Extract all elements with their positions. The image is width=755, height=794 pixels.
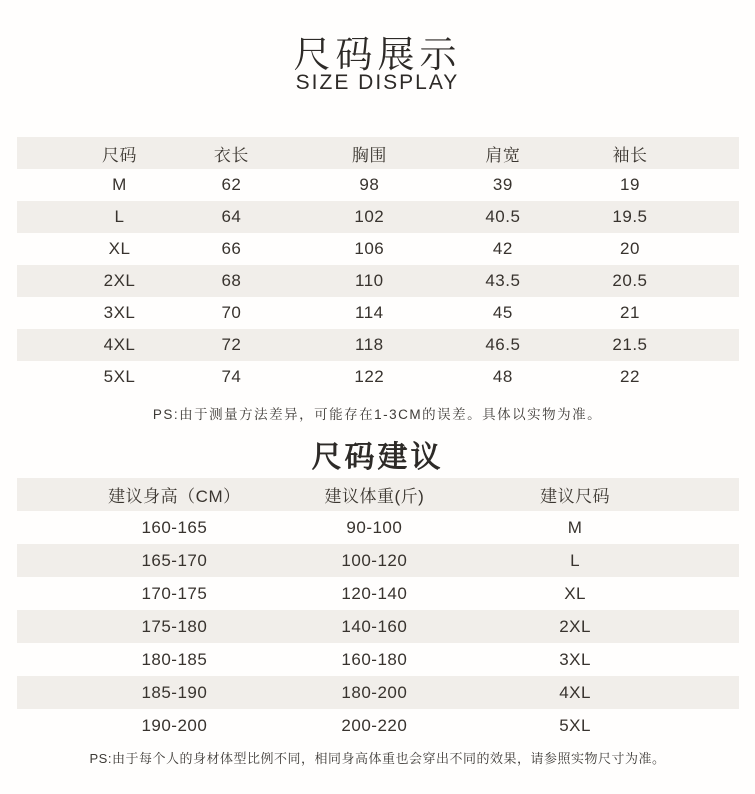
cell-suggested-size: M	[567, 517, 583, 537]
cell-shoulder: 43.5	[485, 271, 521, 290]
size-table-row-2xl	[17, 265, 739, 297]
cell-size: L	[114, 207, 125, 226]
measurement-disclaimer: PS:由于测量方法差异，可能存在1-3CM的误差。具体以实物为准。	[152, 407, 603, 422]
cell-size: M	[112, 175, 127, 194]
suggestion-table	[17, 478, 739, 742]
col-header-suggested-size: 建议尺码	[540, 487, 611, 506]
cell-sleeve: 20	[620, 239, 640, 258]
cell-size: 2XL	[103, 271, 136, 290]
cell-height-range: 165-170	[141, 550, 208, 570]
size-table	[17, 137, 739, 393]
col-header-length: 衣长	[213, 145, 249, 165]
cell-sleeve: 22	[620, 367, 640, 386]
section-title-size-suggestion: 尺码建议	[311, 441, 444, 474]
cell-weight-range: 90-100	[346, 517, 403, 537]
col-header-shoulder: 肩宽	[485, 145, 521, 165]
cell-shoulder: 42	[492, 239, 513, 258]
fit-disclaimer: PS:由于每个人的身材体型比例不同，相同身高体重也会穿出不同的效果，请参照实物尺寸为准。	[89, 751, 666, 766]
cell-length: 70	[221, 303, 242, 322]
cell-chest: 114	[355, 303, 384, 322]
suggestion-row-xl	[17, 577, 739, 610]
suggestion-row-m	[17, 511, 739, 544]
col-header-height-cm: 建议身高（CM）	[108, 487, 241, 506]
cell-weight-range: 140-160	[341, 616, 408, 636]
size-table-row-l	[17, 201, 739, 233]
cell-length: 68	[221, 271, 242, 290]
cell-sleeve: 20.5	[612, 271, 648, 290]
cell-shoulder: 40.5	[485, 207, 521, 226]
cell-weight-range: 200-220	[341, 715, 408, 735]
cell-shoulder: 48	[492, 367, 513, 386]
suggestion-row-5xl	[17, 709, 739, 742]
size-table-row-4xl	[17, 329, 739, 361]
cell-suggested-size: L	[570, 550, 581, 570]
cell-size: 4XL	[103, 335, 136, 354]
suggestion-row-l	[17, 544, 739, 577]
cell-chest: 98	[359, 175, 380, 194]
cell-length: 62	[221, 175, 242, 194]
cell-size: 3XL	[103, 303, 136, 322]
col-header-chest: 胸围	[351, 145, 387, 165]
cell-sleeve: 21.5	[612, 335, 648, 354]
cell-sleeve: 21	[620, 303, 640, 322]
col-header-sleeve: 袖长	[612, 145, 648, 165]
cell-suggested-size: 3XL	[559, 649, 591, 669]
cell-length: 64	[221, 207, 242, 226]
col-header-weight-jin: 建议体重(斤)	[324, 487, 425, 506]
cell-height-range: 180-185	[141, 649, 208, 669]
cell-shoulder: 45	[492, 303, 513, 322]
cell-length: 66	[221, 239, 242, 258]
col-header-size: 尺码	[102, 145, 138, 165]
cell-shoulder: 46.5	[485, 335, 521, 354]
suggestion-row-4xl	[17, 676, 739, 709]
cell-weight-range: 180-200	[341, 682, 408, 702]
cell-length: 74	[221, 367, 242, 386]
cell-height-range: 175-180	[141, 616, 208, 636]
cell-weight-range: 100-120	[341, 550, 408, 570]
cell-chest: 110	[355, 271, 384, 290]
cell-suggested-size: 4XL	[559, 682, 591, 702]
cell-weight-range: 120-140	[341, 583, 408, 603]
suggestion-table-header-row	[17, 478, 739, 511]
cell-height-range: 190-200	[141, 715, 208, 735]
size-table-row-5xl	[17, 361, 739, 393]
page-subtitle: SIZE DISPLAY	[295, 71, 460, 94]
cell-height-range: 160-165	[141, 517, 208, 537]
cell-shoulder: 39	[492, 175, 513, 194]
cell-sleeve: 19.5	[612, 207, 648, 226]
cell-chest: 118	[355, 335, 384, 354]
cell-size: XL	[108, 239, 131, 258]
size-table-row-3xl	[17, 297, 739, 329]
cell-height-range: 170-175	[141, 583, 208, 603]
cell-height-range: 185-190	[141, 682, 208, 702]
cell-chest: 102	[354, 207, 385, 226]
size-table-header-row	[17, 137, 739, 169]
suggestion-row-3xl	[17, 643, 739, 676]
cell-sleeve: 19	[620, 175, 640, 194]
page-title: 尺码展示	[293, 34, 462, 75]
cell-suggested-size: XL	[564, 583, 586, 603]
cell-suggested-size: 2XL	[559, 616, 591, 636]
cell-size: 5XL	[103, 367, 136, 386]
size-table-row-xl	[17, 233, 739, 265]
cell-chest: 122	[354, 367, 385, 386]
cell-suggested-size: 5XL	[559, 715, 591, 735]
suggestion-row-2xl	[17, 610, 739, 643]
size-table-row-m	[17, 169, 739, 201]
cell-weight-range: 160-180	[341, 649, 408, 669]
cell-chest: 106	[354, 239, 385, 258]
cell-length: 72	[221, 335, 242, 354]
